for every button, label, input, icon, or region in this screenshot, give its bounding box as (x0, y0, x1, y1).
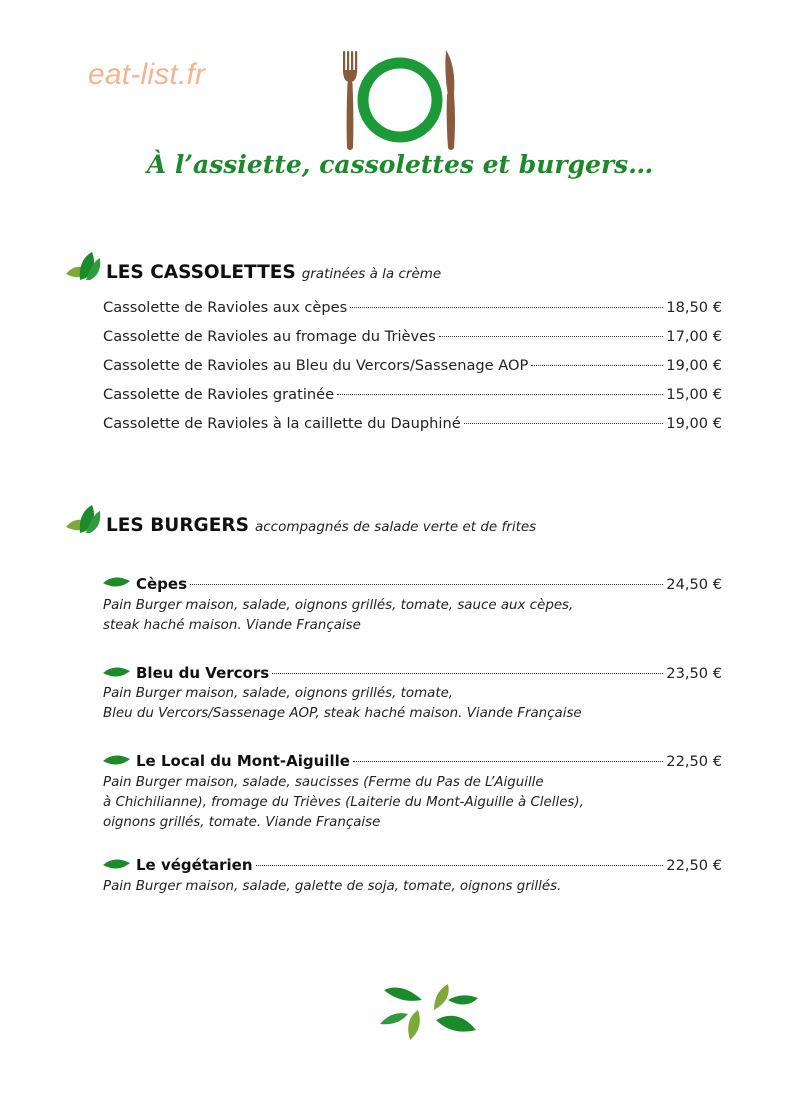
burger-description (103, 877, 561, 897)
menu-item-price: 19,00 € (666, 415, 722, 432)
menu-item-name: Cassolette de Ravioles gratinée (103, 386, 335, 403)
dot-leader (464, 423, 664, 424)
leaf-icon (64, 250, 102, 284)
leaf-bullet-icon (102, 665, 132, 679)
description-line: Pain Burger maison, salade, oignons grillés, tomate, (103, 686, 454, 701)
burger-description (103, 684, 582, 724)
burger-name: Cèpes (136, 575, 188, 593)
menu-item-row (103, 298, 722, 318)
section-subtitle: accompagnés de salade verte et de frites (254, 519, 537, 535)
menu-item-row (103, 327, 722, 347)
burger-item-row (136, 574, 722, 595)
menu-item-name: Cassolette de Ravioles aux cèpes (103, 299, 348, 316)
burger-item-row (136, 663, 722, 684)
leaf-bullet-icon (102, 575, 132, 589)
description-line: oignons grillés, tomate. Viande Française (103, 815, 381, 830)
burger-name: Le Local du Mont-Aiguille (136, 752, 350, 770)
menu-item-row (103, 385, 722, 405)
burger-price: 22,50 € (666, 857, 722, 874)
section-header-cassolettes (64, 250, 441, 284)
burger-price: 22,50 € (666, 753, 722, 770)
menu-item-price: 18,50 € (666, 299, 722, 316)
menu-item-name: Cassolette de Ravioles à la caillette du Dauphiné (103, 415, 461, 432)
burger-price: 23,50 € (666, 665, 722, 682)
dot-leader (350, 307, 663, 308)
watermark: eat-list.fr (88, 58, 206, 91)
burger-name: Bleu du Vercors (136, 664, 270, 682)
leaf-bullet-icon (102, 753, 132, 767)
leaf-bullet-icon (102, 857, 132, 871)
description-line: Bleu du Vercors/Sassenage AOP, steak haché maison. Viande Française (103, 706, 582, 721)
dot-leader (190, 584, 663, 585)
menu-item-price: 15,00 € (666, 386, 722, 403)
dot-leader (439, 336, 664, 337)
burger-price: 24,50 € (666, 576, 722, 593)
description-line: Pain Burger maison, salade, galette de soja, tomate, oignons grillés. (103, 879, 562, 894)
section-title: LES CASSOLETTES (106, 262, 296, 283)
burger-item-row (136, 751, 722, 772)
burger-description (103, 596, 573, 636)
burger-item-row (136, 855, 722, 876)
leaf-icon (64, 503, 102, 537)
dot-leader (531, 365, 663, 366)
menu-item-name: Cassolette de Ravioles au Bleu du Vercors/Sassenage AOP (103, 357, 529, 374)
description-line: Pain Burger maison, salade, oignons grillés, tomate, sauce aux cèpes, (103, 598, 574, 613)
dot-leader (272, 673, 663, 674)
burger-name: Le végétarien (136, 856, 253, 874)
decorative-leaves-icon (378, 980, 482, 1046)
description-line: Pain Burger maison, salade, saucisses (Ferme du Pas de L’Aiguille (103, 775, 544, 790)
dot-leader (337, 394, 663, 395)
menu-item-row (103, 356, 722, 376)
menu-item-price: 19,00 € (666, 357, 722, 374)
page-title: À l’assiette, cassolettes et burgers… (146, 150, 654, 179)
dot-leader (256, 865, 664, 866)
section-header-burgers (64, 503, 536, 537)
plate-cutlery-logo (338, 48, 460, 152)
description-line: steak haché maison. Viande Française (103, 618, 361, 633)
menu-item-row (103, 414, 722, 434)
section-title: LES BURGERS (106, 515, 249, 536)
menu-item-price: 17,00 € (666, 328, 722, 345)
description-line: à Chichilianne), fromage du Trièves (Laiterie du Mont-Aiguille à Clelles), (103, 795, 584, 810)
section-subtitle: gratinées à la crème (301, 266, 442, 282)
burger-description (103, 773, 584, 833)
menu-item-name: Cassolette de Ravioles au fromage du Trièves (103, 328, 436, 345)
dot-leader (353, 761, 663, 762)
